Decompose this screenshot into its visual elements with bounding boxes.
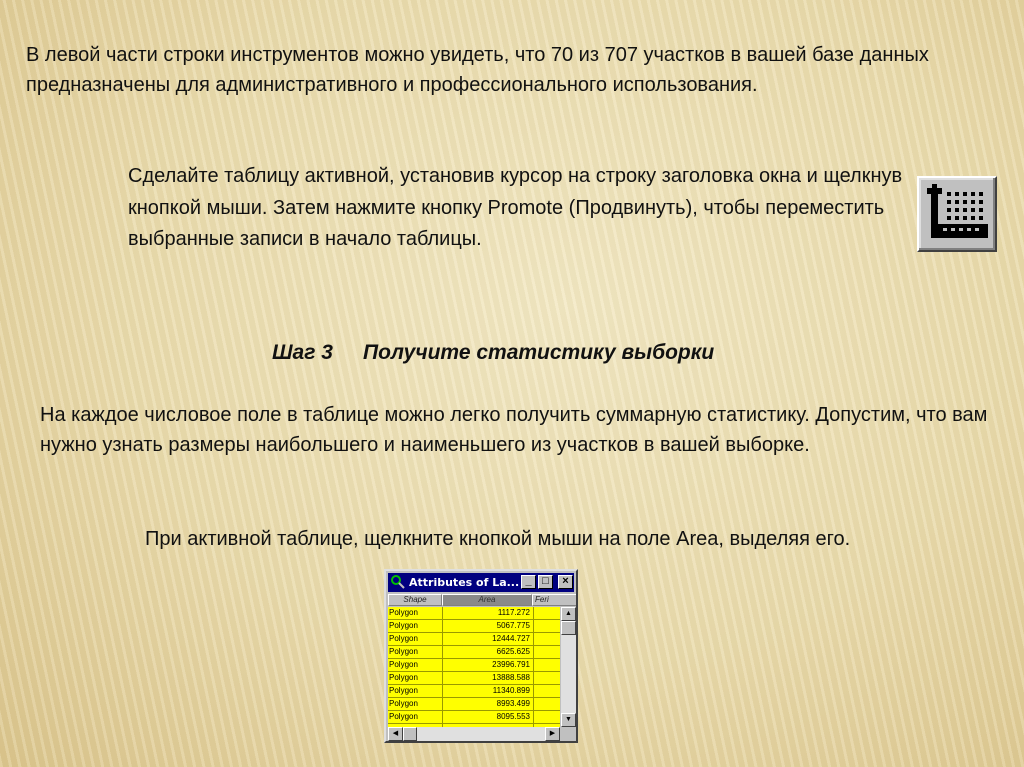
table-row[interactable] (388, 620, 560, 633)
instruction-paragraph-4-text: При активной таблице, щелкните кнопкой мыши на поле Area, выделяя его. (145, 528, 851, 550)
close-button[interactable] (558, 575, 573, 589)
scroll-down-button[interactable] (561, 713, 576, 727)
instruction-paragraph-3: На каждое числовое поле в таблице можно легко получить суммарную статистику. Допустим, что вам нужно узнать размеры наибольшего и наименьшего из участков в вашей выборке. (40, 404, 988, 456)
vertical-scrollbar[interactable] (561, 607, 576, 727)
minimize-icon: _ (525, 575, 532, 587)
step-heading (272, 338, 714, 368)
table-icon (390, 574, 406, 590)
arrow-right-icon: ▶ (549, 730, 556, 737)
scroll-right-button[interactable] (545, 727, 560, 741)
table-row[interactable] (388, 672, 560, 685)
table-row[interactable] (388, 607, 560, 620)
cell-area: 8993.499 (496, 699, 530, 708)
cell-area: 5067.775 (496, 621, 530, 630)
table-row[interactable] (388, 633, 560, 646)
cell-shape: Polygon (389, 608, 418, 617)
cell-shape: Polygon (389, 660, 418, 669)
attributes-window[interactable] (384, 569, 578, 743)
maximize-button[interactable] (538, 575, 553, 589)
cell-shape: Polygon (389, 621, 418, 630)
table-row[interactable] (388, 711, 560, 724)
minimize-button[interactable] (521, 575, 536, 589)
cell-shape: Polygon (389, 634, 418, 643)
scroll-up-button[interactable] (561, 607, 576, 621)
cell-shape: Polygon (389, 673, 418, 682)
cell-shape: Polygon (389, 686, 418, 695)
attribute-table (388, 607, 560, 727)
scroll-thumb[interactable] (403, 727, 417, 741)
window-titlebar[interactable] (388, 573, 574, 592)
step-title: Получите статистику выборки (362, 341, 715, 364)
horizontal-scrollbar[interactable] (388, 727, 560, 741)
cell-shape: Polygon (389, 647, 418, 656)
cell-shape: Polygon (389, 699, 418, 708)
scroll-thumb[interactable] (561, 621, 576, 635)
arrow-up-icon: ▲ (565, 610, 572, 617)
window-title: Attributes of La... (409, 576, 520, 589)
column-header-third[interactable]: Feri (532, 594, 576, 606)
cell-area: 1117.272 (497, 608, 530, 617)
promote-button[interactable] (917, 176, 997, 252)
promote-icon (919, 178, 995, 250)
column-header-shape[interactable]: Shape (388, 594, 442, 606)
cell-area: 6625.625 (496, 647, 530, 656)
instruction-paragraph-4 (40, 524, 1000, 554)
arrow-down-icon: ▼ (565, 716, 572, 723)
maximize-icon: □ (542, 575, 549, 587)
table-row[interactable] (388, 659, 560, 672)
scroll-left-button[interactable] (388, 727, 403, 741)
cell-shape: Polygon (389, 712, 418, 721)
step-number: Шаг 3 (272, 341, 333, 364)
table-row[interactable] (388, 698, 560, 711)
instruction-paragraph-1: В левой части строки инструментов можно увидеть, что 70 из 707 участков в вашей базе данных предназначены для административного и профессионального использования. (26, 44, 929, 96)
instruction-paragraph-2: Сделайте таблицу активной, установив курсор на строку заголовка окна и щелкнув кнопкой мыши. Затем нажмите кнопку Promote (Продвинуть), чтобы переместить выбранные записи в начало таблицы. (128, 165, 903, 250)
column-header-area[interactable]: Area (442, 594, 532, 606)
table-row[interactable] (388, 646, 560, 659)
cell-area: 23996.791 (492, 660, 530, 669)
cell-area: 11340.899 (492, 686, 530, 695)
table-row[interactable] (388, 685, 560, 698)
scrollbar-corner (561, 727, 576, 741)
close-icon: × (562, 575, 569, 587)
cell-area: 12444.727 (492, 634, 530, 643)
cell-area: 13888.588 (492, 673, 530, 682)
arrow-left-icon: ◀ (392, 730, 399, 737)
table-header (388, 594, 576, 606)
cell-area: 8095.553 (496, 712, 530, 721)
